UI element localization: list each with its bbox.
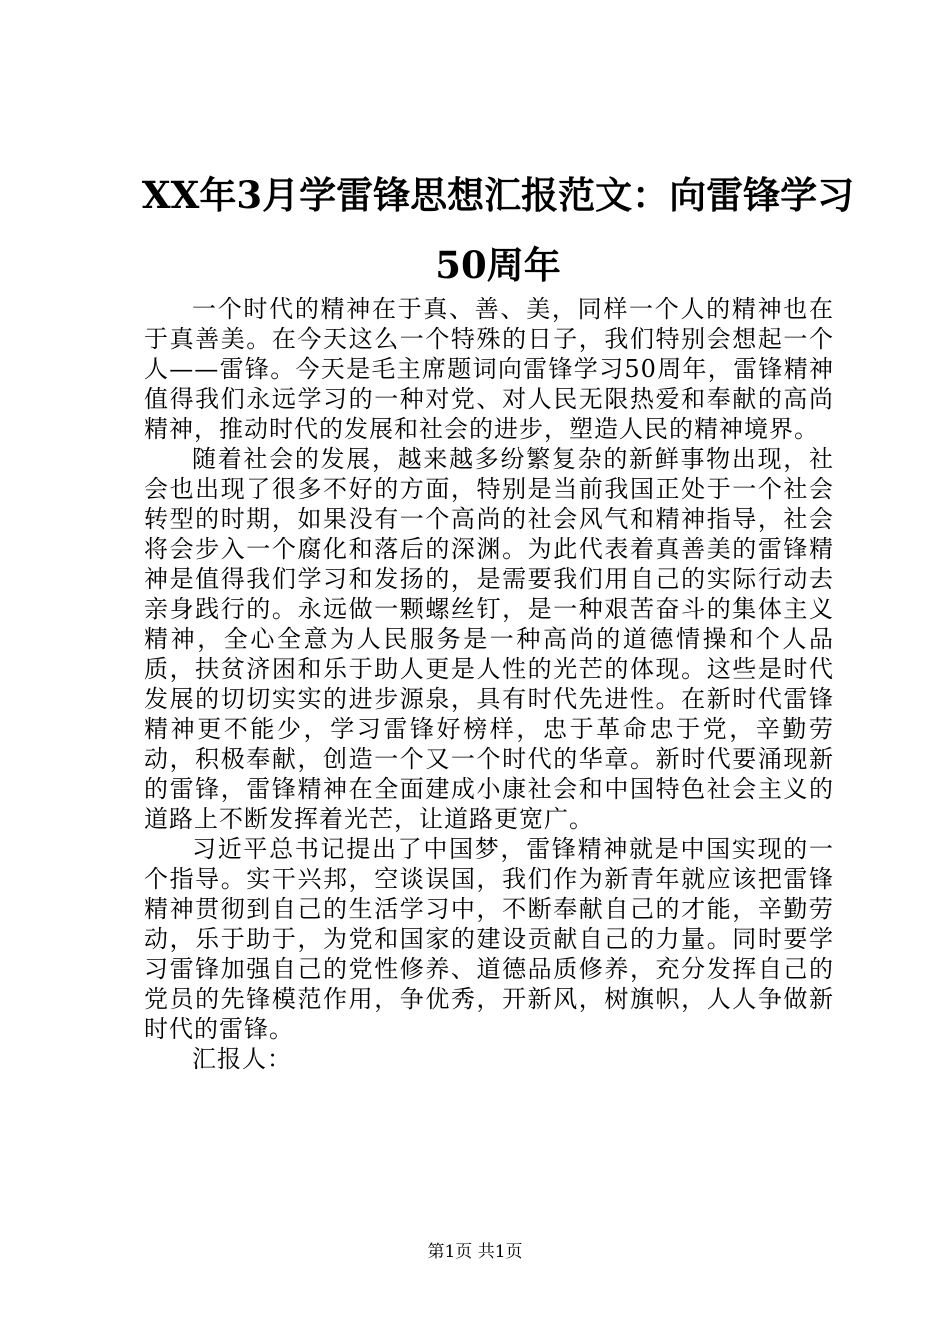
document-title: [120, 160, 876, 300]
paragraph-2: 随着社会的发展，越来越多纷繁复杂的新鲜事物出现，社会也出现了很多不好的方面，特别是当前我国正处于一个社会转型的时期，如果没有一个高尚的社会风气和精神指导，社会将会步入一个腐化和落后的深渊。为此代表着真善美的雷锋精神是值得我们学习和发扬的，是需要我们用自己的实际行动去亲身践行的。永远做一颗螺丝钉，是一种艰苦奋斗的集体主义精神，全心全意为人民服务是一种高尚的道德情操和个人品质，扶贫济困和乐于助人更是人性的光芒的体现。这些是时代发展的切切实实的进步源泉，具有时代先进性。在新时代雷锋精神更不能少，学习雷锋好榜样，忠于革命忠于党，辛勤劳动，积极奉献，创造一个又一个时代的华章。新时代要涌现新的雷锋，雷锋精神在全面建成小康社会和中国特色社会主义的道路上不断发挥着光芒，让道路更宽广。: [144, 445, 834, 833]
title-line-2: 50周年: [435, 243, 561, 287]
document-body: [144, 294, 834, 1074]
paragraph-3: 习近平总书记提出了中国梦，雷锋精神就是中国实现的一个指导。实干兴邦，空谈误国，我们作为新青年就应该把雷锋精神贯彻到自己的生活学习中，不断奉献自己的才能，辛勤劳动，乐于助于，为党和国家的建设贡献自己的力量。同时要学习雷锋加强自己的党性修养、道德品质修养，充分发挥自己的党员的先锋模范作用，争优秀，开新风，树旗帜，人人争做新时代的雷锋。: [144, 835, 834, 1043]
title-line-1: XX年3月学雷锋思想汇报范文：向雷锋学习: [141, 173, 855, 217]
reporter-signature-line: 汇报人：: [192, 1045, 292, 1073]
page-footer: 第1页 共1页: [427, 1242, 523, 1262]
paragraph-1: 一个时代的精神在于真、善、美，同样一个人的精神也在于真善美。在今天这么一个特殊的日子，我们特别会想起一个人——雷锋。今天是毛主席题词向雷锋学习50周年，雷锋精神值得我们永远学习的一种对党、对人民无限热爱和奉献的高尚精神，推动时代的发展和社会的进步，塑造人民的精神境界。: [144, 295, 834, 443]
